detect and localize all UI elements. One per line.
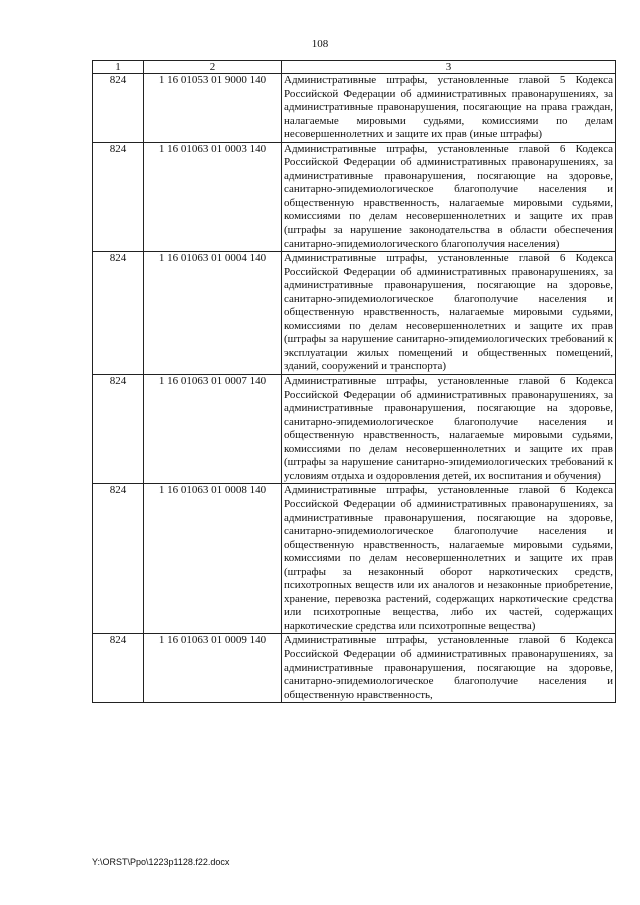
table-row: [93, 634, 616, 703]
kbk-code-cell: 1 16 01063 01 0004 140: [144, 252, 282, 375]
kbk-code-cell: 1 16 01053 01 9000 140: [144, 74, 282, 143]
table-header-row: [93, 61, 616, 74]
column-header-2: 2: [144, 61, 282, 74]
admin-code-cell: 824: [93, 74, 144, 143]
column-header-3: 3: [282, 61, 616, 74]
column-header-1: 1: [93, 61, 144, 74]
kbk-code-cell: 1 16 01063 01 0003 140: [144, 142, 282, 251]
table-row: [93, 375, 616, 484]
admin-code-cell: 824: [93, 142, 144, 251]
table-row: [93, 74, 616, 143]
admin-code-cell: 824: [93, 634, 144, 703]
classification-table: [92, 60, 616, 703]
description-cell: Административные штрафы, установленные главой 6 Кодекса Российской Федерации об административных правонарушениях, за административные правонарушения, посягающие на здоровье, санитарно-эпидемиологическое благополучие населения и общественную нравственность, налагаемые мировыми судьями, комиссиями по делам несовершеннолетних и защите их прав (штрафы за нарушение санитарно-эпидемиологических требований к эксплуатации жилых помещений и общественных помещений, зданий, сооружений и транспорта): [282, 252, 616, 375]
page-number: 108: [311, 38, 329, 50]
description-cell: Административные штрафы, установленные главой 6 Кодекса Российской Федерации об административных правонарушениях, за административные правонарушения, посягающие на здоровье, санитарно-эпидемиологическое благополучие населения и общественную нравственность,: [282, 634, 616, 703]
table-row: [93, 252, 616, 375]
description-cell: Административные штрафы, установленные главой 5 Кодекса Российской Федерации об административных правонарушениях, за административные правонарушения, посягающие на права граждан, налагаемые мировыми судьями, комиссиями по делам несовершеннолетних и защите их прав (иные штрафы): [282, 74, 616, 143]
document-file-path: Y:\ORST\Ppo\1223p1128.f22.docx: [92, 857, 230, 867]
kbk-code-cell: 1 16 01063 01 0007 140: [144, 375, 282, 484]
table-row: [93, 484, 616, 634]
kbk-code-cell: 1 16 01063 01 0009 140: [144, 634, 282, 703]
admin-code-cell: 824: [93, 252, 144, 375]
description-cell: Административные штрафы, установленные главой 6 Кодекса Российской Федерации об административных правонарушениях, за административные правонарушения, посягающие на здоровье, санитарно-эпидемиологическое благополучие населения и общественную нравственность, налагаемые мировыми судьями, комиссиями по делам несовершеннолетних и защите их прав (штрафы за нарушение законодательства в области обеспечения санитарно-эпидемиологического благополучия населения): [282, 142, 616, 251]
description-cell: Административные штрафы, установленные главой 6 Кодекса Российской Федерации об административных правонарушениях, за административные правонарушения, посягающие на здоровье, санитарно-эпидемиологическое благополучие населения и общественную нравственность, налагаемые мировыми судьями, комиссиями по делам несовершеннолетних и защите их прав (штрафы за незаконный оборот наркотических средств, психотропных веществ или их аналогов и незаконные приобретение, хранение, перевозка растений, содержащих наркотические средства или психотропные вещества, либо их частей, содержащих наркотические средства или психотропные вещества): [282, 484, 616, 634]
admin-code-cell: 824: [93, 375, 144, 484]
kbk-code-cell: 1 16 01063 01 0008 140: [144, 484, 282, 634]
description-cell: Административные штрафы, установленные главой 6 Кодекса Российской Федерации об административных правонарушениях, за административные правонарушения, посягающие на здоровье, санитарно-эпидемиологическое благополучие населения и общественную нравственность, налагаемые мировыми судьями, комиссиями по делам несовершеннолетних и защите их прав (штрафы за нарушение санитарно-эпидемиологических требований к условиям отдыха и оздоровления детей, их воспитания и обучения): [282, 375, 616, 484]
admin-code-cell: 824: [93, 484, 144, 634]
table-row: [93, 142, 616, 251]
